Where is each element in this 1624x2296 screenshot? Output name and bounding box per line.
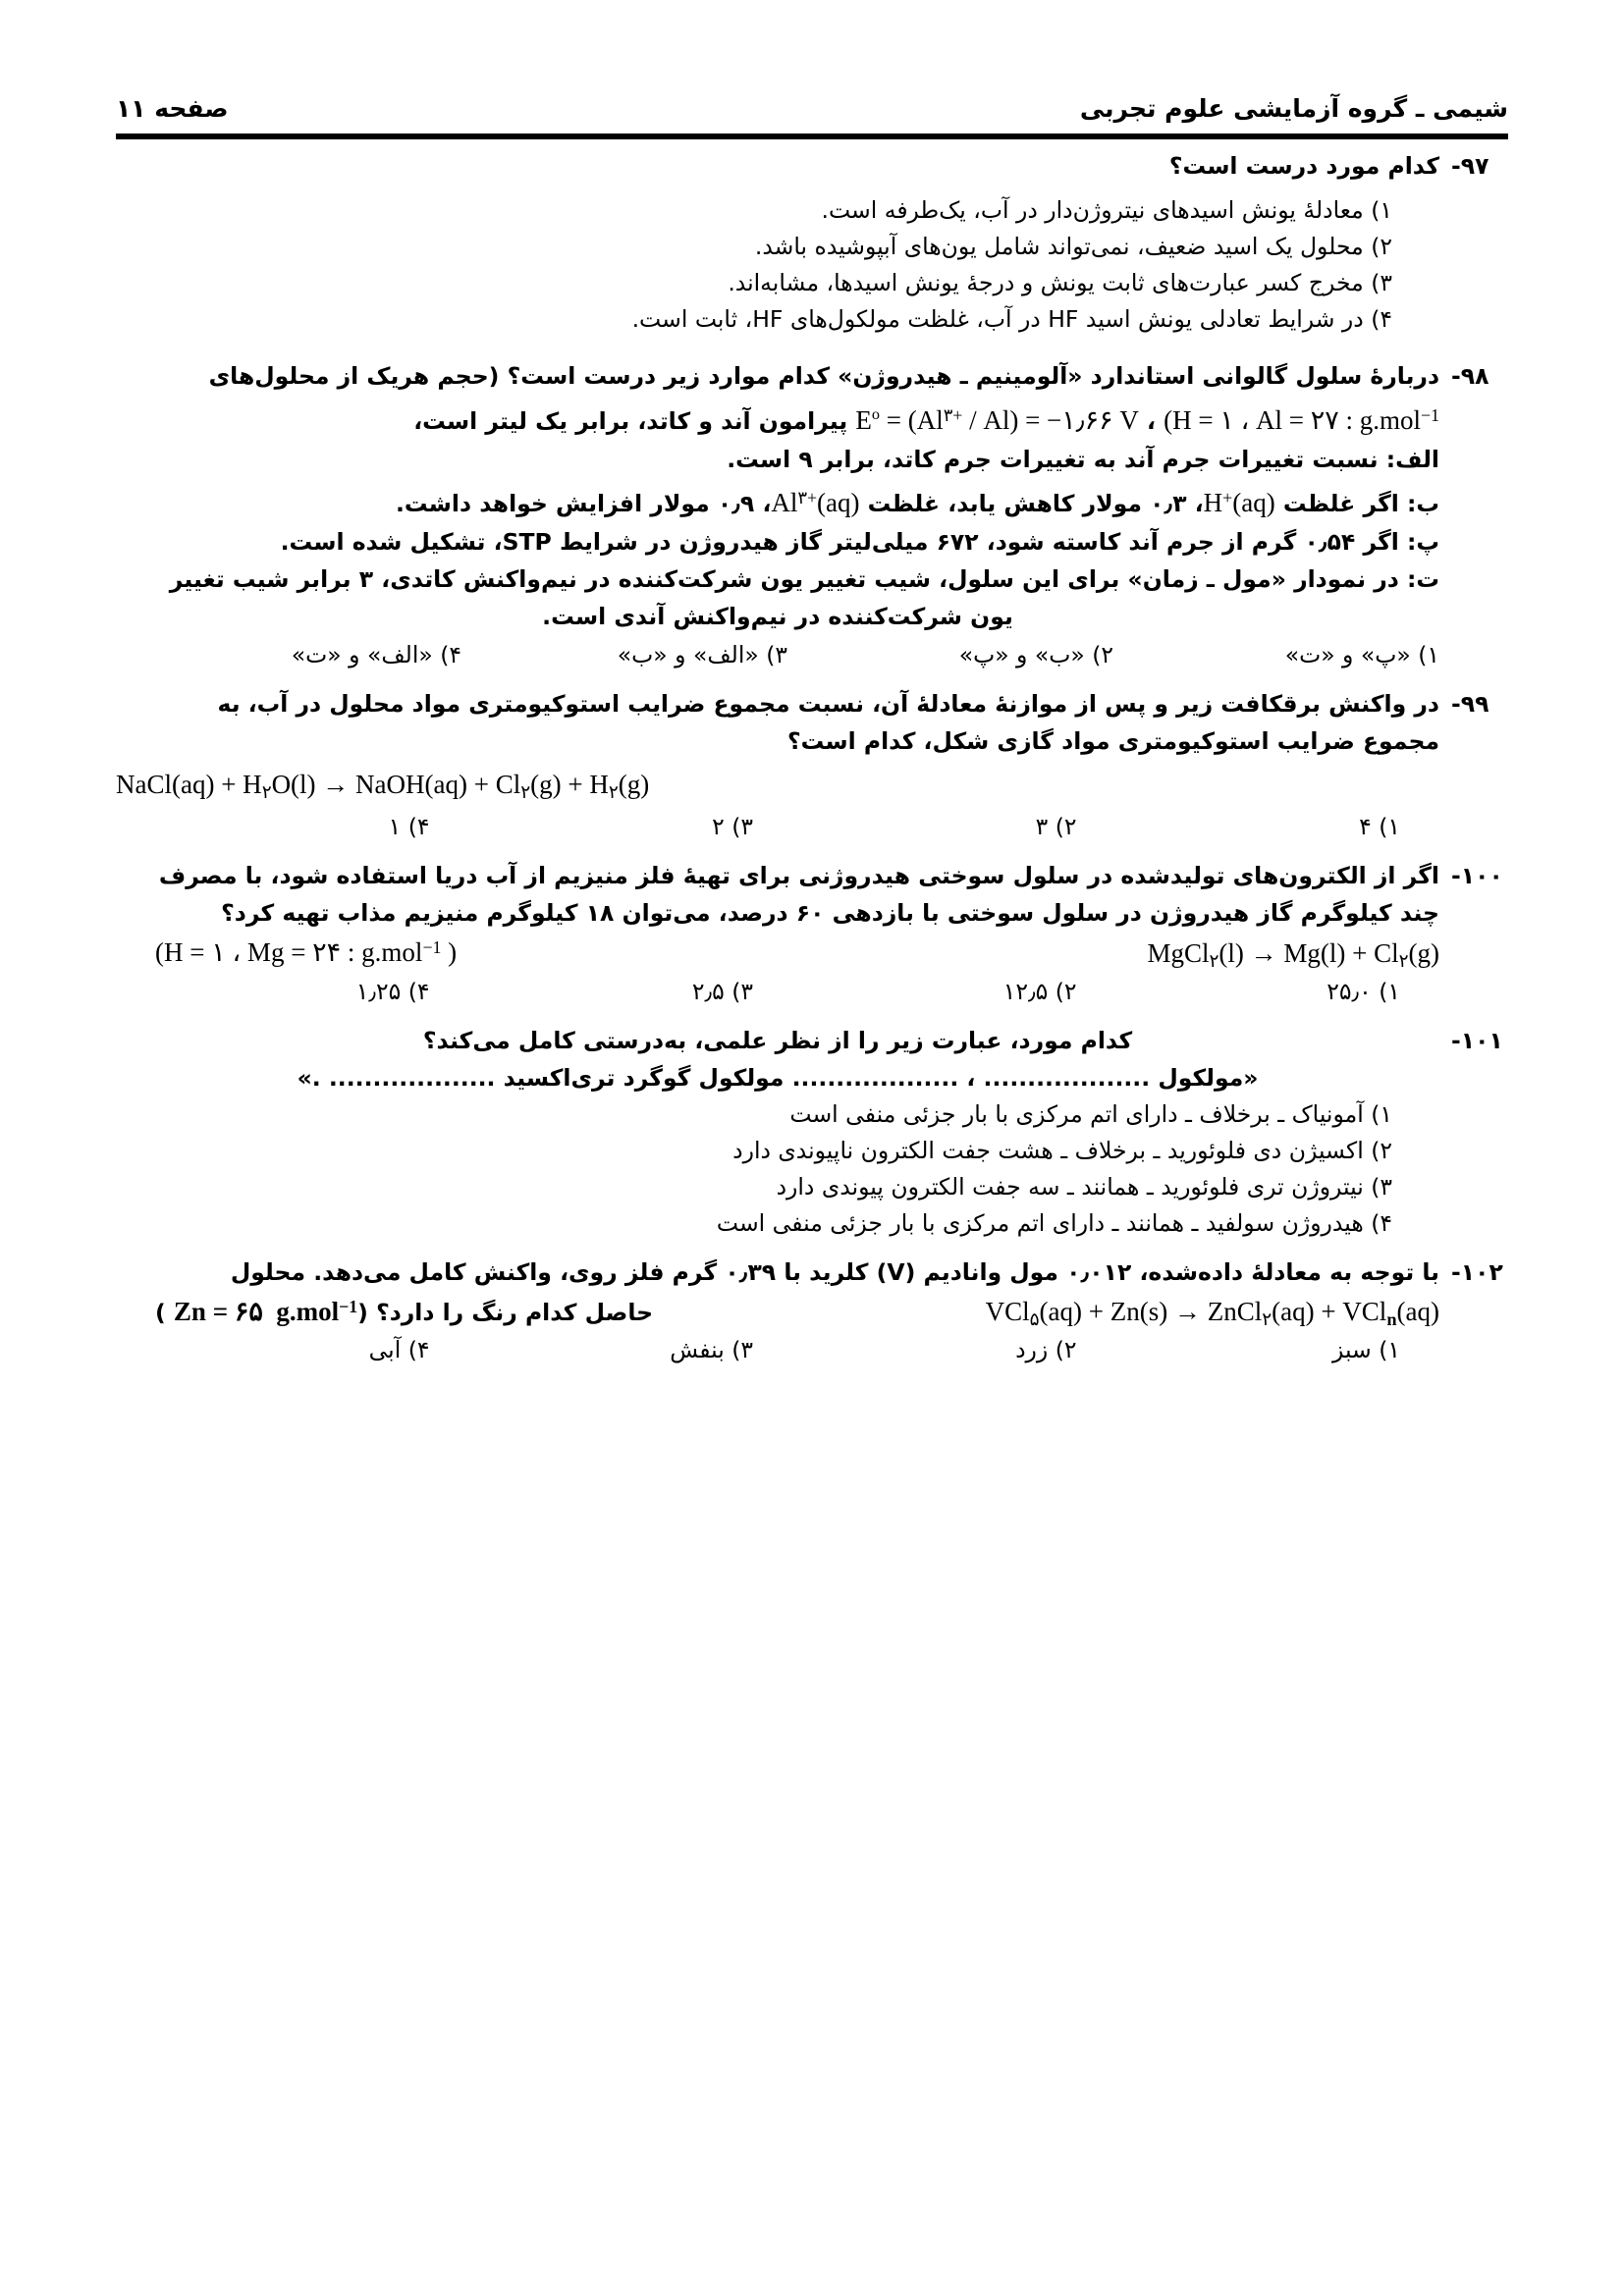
question-101-blank-sentence: «مولکول ................... ، ................... مولکول گوگرد تری‌اکسید ................... .» (297, 1063, 1259, 1092)
question-101-option-1[interactable]: ۱) آمونیاک ـ برخلاف ـ دارای اتم مرکزی با بار جزئی منفی است (789, 1099, 1392, 1128)
questions-container (116, 147, 1508, 1372)
question-98-stem-line2-text: پیرامون آند و کاتد، برابر یک لیتر است، (413, 407, 848, 436)
question-98-standard-potential: $E^o = (Al^{۳+} / Al)$ = −۱٫۶۶ V (855, 404, 1139, 436)
question-102-option-4[interactable]: ۴) آبی (368, 1336, 430, 1364)
question-102-stem-line2: حاصل کدام رنگ را دارد؟ (Zn = ۶۵ g.mol$^{-1}$ ) (155, 1296, 654, 1326)
question-97-number: ۹۷- (1451, 152, 1489, 180)
question-99 (116, 685, 1508, 845)
question-98-option-2[interactable]: ۲) «ب» و «پ» (958, 641, 1113, 669)
question-98-options (116, 637, 1508, 673)
question-101-head (116, 1022, 1508, 1059)
question-100-molar-masses: (H = ۱ ، Mg = ۲۴ : g.mol$^{-1}$ ) (155, 937, 458, 968)
question-101-option-4[interactable]: ۴) هیدروژن سولفید ـ همانند ـ دارای اتم مرکزی با بار جزئی منفی است (716, 1208, 1392, 1237)
question-98-option-4[interactable]: ۴) «الف» و «ت» (291, 641, 461, 669)
question-98-number: ۹۸- (1451, 362, 1489, 390)
question-100-equation-row (116, 937, 1508, 971)
question-98-item-be: ب: اگر غلظت H+(aq)، ۰٫۳ مولار کاهش یابد، غلظت $Al^{۳+}(aq)،$ ۰٫۹ مولار افزایش خواهد داشت. (116, 478, 1508, 523)
question-100 (116, 857, 1508, 1009)
question-98-molar-masses: (H = ۱ ، Al = ۲۷ : g.mol$^{-1}$ (1164, 404, 1439, 436)
question-97-option-4[interactable]: ۴) در شرایط تعادلی یونش اسید HF در آب، غلظت مولکول‌های HF، ثابت است. (631, 305, 1392, 333)
question-97-option-2[interactable]: ۲) محلول یک اسید ضعیف، نمی‌تواند شامل یون‌های آبپوشیده باشد. (754, 233, 1392, 260)
question-97-option-1[interactable]: ۱) معادلۀ یونش اسیدهای نیتروژن‌دار در آب، یک‌طرفه است. (821, 196, 1392, 224)
question-98-stem-line1: دربارۀ سلول گالوانی استاندارد «آلومینیم ـ هیدروژن» کدام موارد زیر درست است؟ (حجم هر‌یک از محلول‌های (208, 362, 1439, 390)
question-100-option-4[interactable]: ۴) ۱٫۲۵ (355, 977, 430, 1005)
question-99-head (116, 685, 1508, 722)
question-101-stem: کدام مورد، عبارت زیر را از نظر علمی، به‌درستی کامل می‌کند؟ (422, 1026, 1133, 1054)
question-102-option-3[interactable]: ۳) بنفش (670, 1336, 753, 1364)
question-102-number: ۱۰۲- (1451, 1257, 1503, 1286)
question-98-head (116, 357, 1508, 395)
question-101-option-2[interactable]: ۲) اکسیژن دی فلوئورید ـ برخلاف ـ هشت جفت الکترون ناپیوندی دارد (732, 1136, 1392, 1164)
question-100-option-3[interactable]: ۳) ۲٫۵ (691, 977, 753, 1005)
question-100-option-1[interactable]: ۱) ۲۵٫۰ (1326, 977, 1400, 1005)
question-98-item-alef: الف: نسبت تغییرات جرم آند به تغییرات جرم کاتد، برابر ۹ است. (727, 446, 1439, 474)
question-102-zinc-mass: Zn = ۶۵ g.mol$^{-1}$ (173, 1296, 358, 1326)
question-101 (116, 1022, 1508, 1242)
question-101-option-3[interactable]: ۳) نیتروژن تری فلوئورید ـ همانند ـ سه جفت الکترون پیوندی دارد (776, 1172, 1392, 1201)
question-102-equation-row (116, 1297, 1508, 1330)
question-99-option-3[interactable]: ۳) ۲ (712, 813, 753, 841)
question-97-head (116, 147, 1508, 185)
question-102-equation: VCl$_۵$(aq) + Zn(s) → ZnCl$_۲$(aq) + VCl$_n$(aq) (985, 1296, 1439, 1330)
question-102-head (116, 1254, 1508, 1291)
question-101-number: ۱۰۱- (1451, 1026, 1503, 1054)
header-divider (116, 133, 1508, 139)
hydrogen-ion-formula: H+(aq) (1203, 488, 1275, 518)
question-97-stem: کدام مورد درست است؟ (1168, 152, 1439, 180)
question-98-stem-line2: (H = ۱ ، Al = ۲۷ : g.mol$^{-1}$ ، $E^o = (Al^{۳+} / Al)$ = −۱٫۶۶ V پیرامون آند و کاتد، برابر یک لیتر است، (116, 395, 1508, 441)
question-102-option-2[interactable]: ۲) زرد (1015, 1336, 1077, 1364)
question-99-option-2[interactable]: ۲) ۳ (1035, 813, 1077, 841)
question-98-item-te-cont: یون شرکت‌کننده در نیم‌واکنش آندی است. (542, 603, 1013, 631)
question-100-stem-line1: اگر از الکترون‌های تولیدشده در سلول سوختی هیدروژنی برای تهیۀ فلز منیزیم از آب دریا استفاده شود، با مصرف (158, 862, 1439, 890)
question-102 (116, 1254, 1508, 1368)
header-page-number: صفحه ۱۱ (116, 94, 229, 123)
question-100-option-2[interactable]: ۲) ۱۲٫۵ (1002, 977, 1077, 1005)
question-100-options (116, 974, 1508, 1010)
header-subject: شیمی ـ گروه آزمایشی علوم تجربی (1079, 94, 1508, 123)
question-99-stem-line1: در واکنش برقکافت زیر و پس از موازنۀ معادلۀ آن، نسبت مجموع ضرایب استوکیومتری مواد محلول در آب، به (217, 690, 1439, 719)
question-99-equation: NaCl(aq) + $H_۲O(l)$ → NaOH(aq) + $Cl_۲(g) + H_۲(g)$ (116, 770, 650, 803)
question-100-number: ۱۰۰- (1451, 862, 1503, 890)
question-99-option-1[interactable]: ۱) ۴ (1359, 813, 1400, 841)
question-102-option-1[interactable]: ۱) سبز (1331, 1336, 1400, 1364)
question-98 (116, 357, 1508, 673)
question-102-options (116, 1332, 1508, 1368)
question-97-option-3[interactable]: ۳) مخرج کسر عبارت‌های ثابت یونش و درجۀ یونش اسیدها، مشابه‌اند. (728, 269, 1392, 296)
page-header (116, 94, 1508, 123)
question-99-stem-line2: مجموع ضرایب استوکیومتری مواد گازی شکل، کدام است؟ (787, 727, 1439, 756)
question-100-stem-line2: چند کیلوگرم گاز هیدروژن در سلول سوختی با بازدهی ۶۰ درصد، می‌توان ۱۸ کیلوگرم منیزیم مذاب تهیه کرد؟ (221, 899, 1439, 928)
question-99-option-4[interactable]: ۴) ۱ (388, 813, 430, 841)
question-102-stem-line1: با توجه به معادلۀ داده‌شده، ۰٫۰۱۲ مول وانادیم (V) کلرید با ۰٫۳۹ گرم فلز روی، واکنش کامل می‌دهد. محلول (230, 1257, 1439, 1286)
question-99-number: ۹۹- (1451, 690, 1489, 719)
question-97 (116, 147, 1508, 338)
question-98-option-1[interactable]: ۱) «پ» و «ت» (1284, 641, 1439, 669)
question-99-equation-wrap (116, 770, 1508, 803)
question-100-equation: MgCl$_۲$(l) → $Mg(l) + Cl_۲(g)$ (1147, 937, 1439, 971)
question-100-head (116, 857, 1508, 894)
question-98-item-pe: پ: اگر ۰٫۵۴ گرم از جرم آند کاسته شود، ۶۷۲ میلی‌لیتر گاز هیدروژن در شرایط STP، تشکیل شده است. (280, 528, 1439, 557)
question-98-item-te: ت: در نمودار «مول ـ زمان» برای این سلول، شیب تغییر یون شرکت‌کننده در نیم‌واکنش کاتدی، ۳ برابر شیب تغییر (169, 565, 1439, 594)
question-99-options (116, 809, 1508, 845)
aluminum-ion-formula: $Al^{۳+}(aq)$ (771, 488, 860, 518)
question-98-option-3[interactable]: ۳) «الف» و «ب» (617, 641, 787, 669)
